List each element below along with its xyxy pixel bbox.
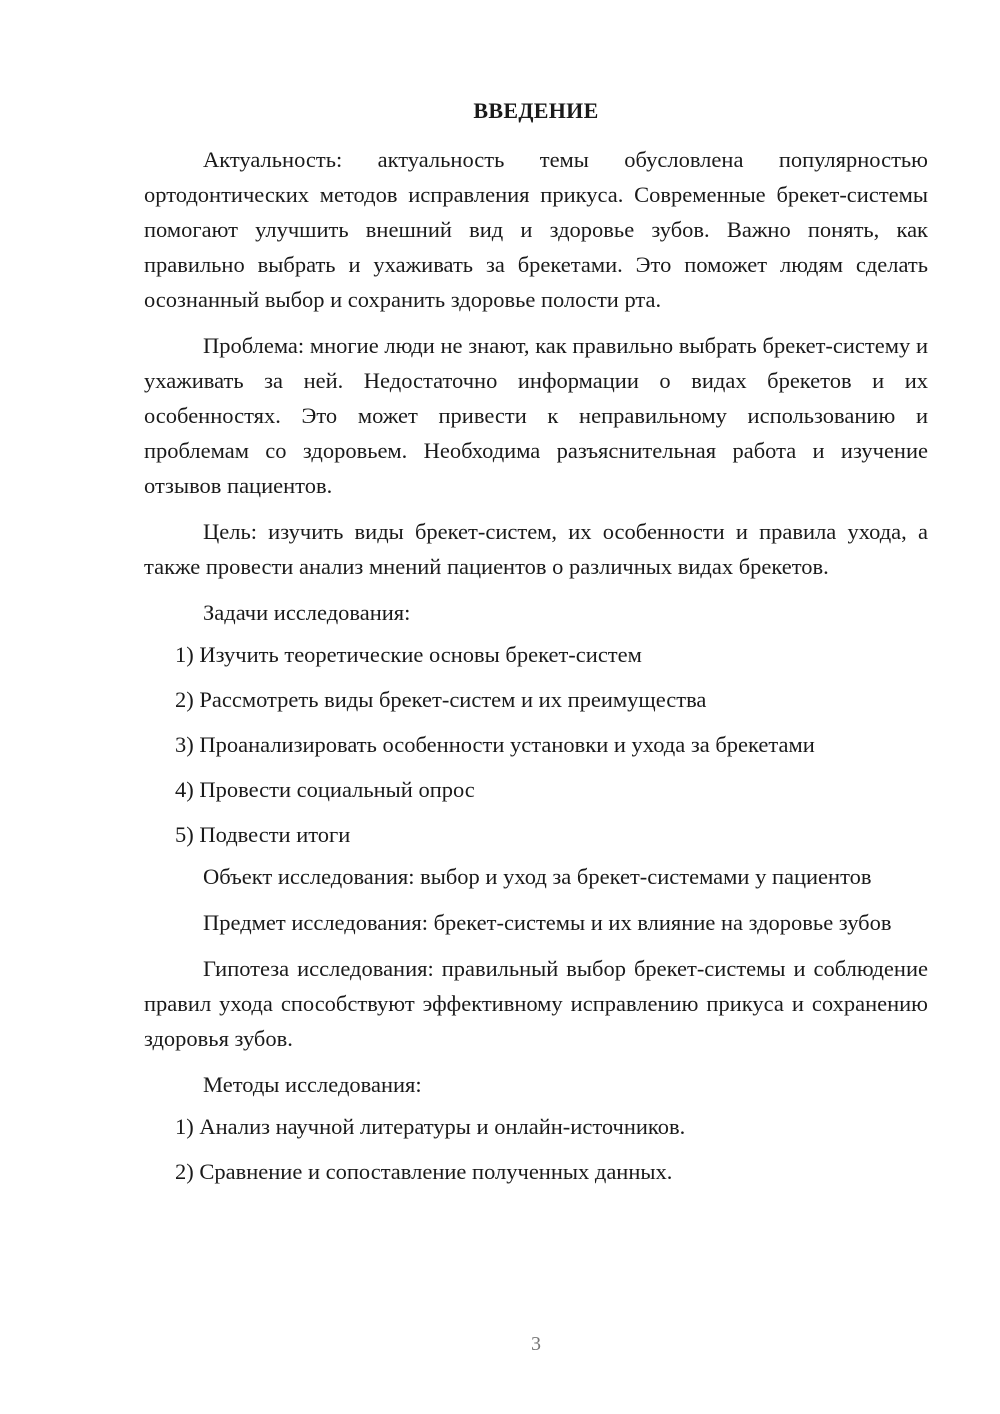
paragraph-goal: Цель: изучить виды брекет-систем, их особенности и правила ухода, а также провести анализ мнений пациентов о различных видах брекетов. bbox=[144, 519, 928, 579]
tasks-list bbox=[144, 632, 928, 857]
page-number: 3 bbox=[531, 1333, 541, 1355]
list-item: 1) Изучить теоретические основы брекет-систем bbox=[175, 642, 642, 667]
methods-list bbox=[144, 1104, 928, 1194]
list-item: 3) Проанализировать особенности установки и ухода за брекетами bbox=[175, 732, 815, 757]
methods-title: Методы исследования: bbox=[203, 1072, 422, 1097]
page-title: ВВЕДЕНИЕ bbox=[473, 98, 599, 123]
list-item: 4) Провести социальный опрос bbox=[175, 777, 475, 802]
paragraph-relevance: Актуальность: актуальность темы обусловлена популярностью ортодонтических методов исправления прикуса. Современные брекет-системы помогают улучшить внешний вид и здоровье зубов. Важно понять, как правильно выбрать и ухаживать за брекетами. Это поможет людям сделать осознанный выбор и сохранить здоровье полости рта. bbox=[144, 147, 928, 312]
paragraph-problem: Проблема: многие люди не знают, как правильно выбрать брекет-систему и ухаживать за ней. Недостаточно информации о видах брекетов и их особенностях. Это может привести к неправильному использованию и проблемам со здоровьем. Необходима разъяснительная работа и изучение отзывов пациентов. bbox=[144, 333, 928, 498]
list-item: 2) Сравнение и сопоставление полученных данных. bbox=[175, 1159, 673, 1184]
list-item: 2) Рассмотреть виды брекет-систем и их преимущества bbox=[175, 687, 707, 712]
paragraph-hypothesis: Гипотеза исследования: правильный выбор брекет-системы и соблюдение правил ухода способствуют эффективному исправлению прикуса и сохранению здоровья зубов. bbox=[144, 956, 928, 1051]
paragraph-subject: Предмет исследования: брекет-системы и их влияние на здоровье зубов bbox=[203, 910, 892, 935]
list-item: 5) Подвести итоги bbox=[175, 822, 351, 847]
tasks-title: Задачи исследования: bbox=[203, 600, 411, 625]
document-body bbox=[144, 142, 928, 1194]
list-item: 1) Анализ научной литературы и онлайн-источников. bbox=[175, 1114, 686, 1139]
paragraph-object: Объект исследования: выбор и уход за брекет-системами у пациентов bbox=[203, 864, 872, 889]
